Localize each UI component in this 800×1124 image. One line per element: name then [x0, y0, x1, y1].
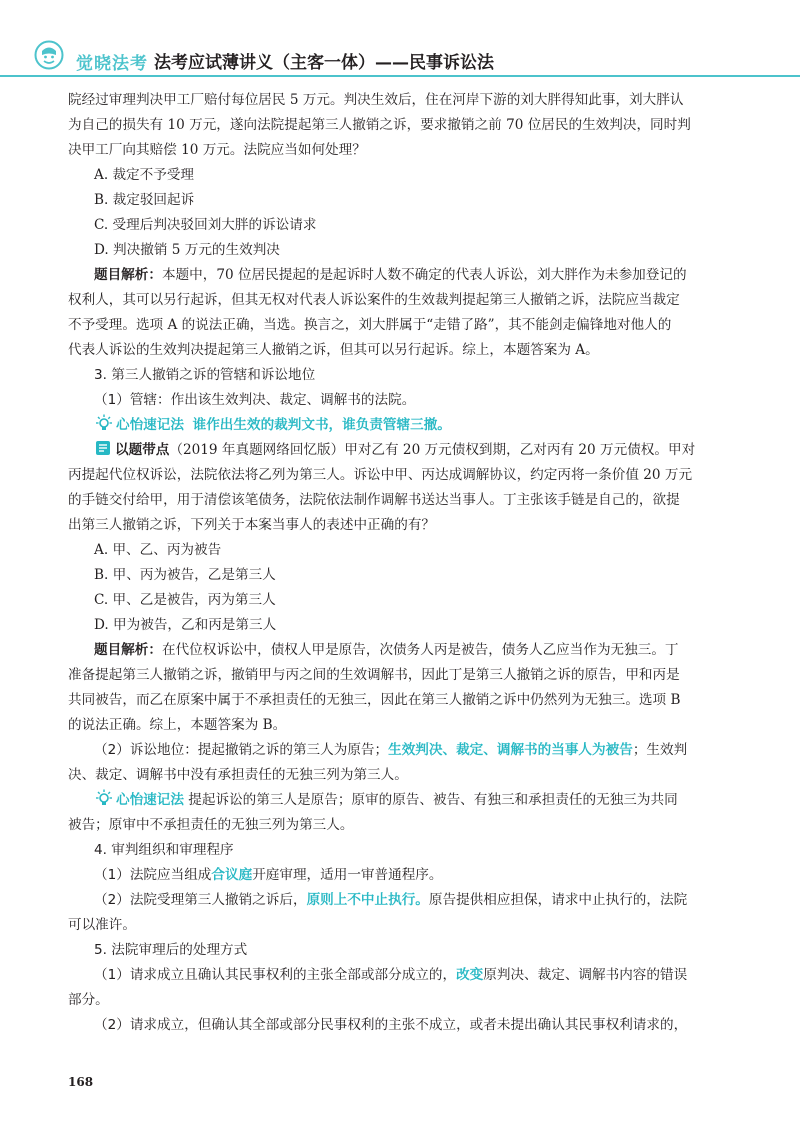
- s5-paragraph-1-line2: 部分。: [68, 992, 109, 1008]
- q1-analysis-line: 权利人，其可以另行起诉，但其无权对代表人诉讼案件的生效裁判提起第三人撤销之诉，法院应当裁定: [68, 292, 680, 308]
- q1-analysis-line: 不予受理。选项 A 的说法正确，当选。换言之，刘大胖属于“走错了路”，其不能剑走偏锋地对他人的: [68, 317, 672, 333]
- s5-paragraph-1: [68, 963, 730, 988]
- tip-text: 提起诉讼的第三人是原告；原审的原告、被告、有独三和承担责任的无独三为共同: [183, 792, 678, 808]
- s3-paragraph-2: [68, 738, 730, 763]
- q2-stem-line: 出第三人撤销之诉，下列关于本案当事人的表述中正确的有？: [68, 517, 436, 533]
- s3-paragraph-1: （1）管辖：作出该生效判决、裁定、调解书的法院。: [94, 392, 416, 408]
- q2-option-d: D. 甲为被告，乙和丙是第三人: [94, 617, 277, 633]
- analysis-label: 题目解析：: [94, 642, 162, 658]
- page-header: [0, 0, 800, 84]
- q1-stem-line: 院经过审理判决甲工厂赔付每位居民 5 万元。判决生效后，住在河岸下游的刘大胖得知此事，刘大胖认: [68, 92, 684, 108]
- tip-2-line2: 被告；原审中不承担责任的无独三列为第三人。: [68, 817, 354, 833]
- s4-p1-text: 开庭审理，适用一审普通程序。: [252, 867, 443, 883]
- section-4-heading: 4. 审判组织和审理程序: [94, 842, 234, 858]
- s3-paragraph-2-line2: 决、裁定、调解书中没有承担责任的无独三列为第三人。: [68, 767, 408, 783]
- analysis-label: 题目解析：: [94, 267, 162, 283]
- q1-option-b: B. 裁定驳回起诉: [94, 192, 195, 208]
- s4-p2-highlight: 原则上不中止执行。: [306, 892, 429, 908]
- q2-stem-text: （2019 年真题网络回忆版）甲对乙有 20 万元债权到期，乙对丙有 20 万元债权。甲对: [169, 442, 696, 458]
- q1-stem-line: 为自己的损失有 10 万元，遂向法院提起第三人撤销之诉，要求撤销之前 70 位居民的生效判决，同时判: [68, 117, 691, 133]
- s5-p1-highlight: 改变: [456, 967, 484, 983]
- s4-p2-text: （2）法院受理第三人撤销之诉后，: [94, 892, 307, 908]
- section-5-heading: 5. 法院审理后的处理方式: [94, 942, 248, 958]
- q1-analysis-line: 代表人诉讼的生效判决提起第三人撤销之诉，但其可以另行起诉。综上，本题答案为 A。: [68, 342, 599, 358]
- s3-p2-highlight: 生效判决、裁定、调解书的当事人为被告: [388, 742, 633, 758]
- lightbulb-icon: [94, 789, 114, 807]
- page-number: 168: [68, 1075, 94, 1089]
- q2-analysis-line: 准备提起第三人撤销之诉，撤销甲与丙之间的生效调解书，因此丁是第三人撤销之诉的原告，甲和丙是: [68, 667, 680, 683]
- tip-1: [68, 413, 730, 438]
- s5-p1-text: 原判决、裁定、调解书内容的错误: [483, 967, 688, 983]
- tip-2: [68, 788, 730, 813]
- analysis-text: 本题中，70 位居民提起的是起诉时人数不确定的代表人诉讼，刘大胖作为未参加登记的: [161, 267, 687, 283]
- section-3-heading: 3. 第三人撤销之诉的管辖和诉讼地位: [94, 367, 316, 383]
- q1-stem-line: 决甲工厂向其赔偿 10 万元。法院应当如何处理？: [68, 142, 366, 158]
- q1-option-a: A. 裁定不予受理: [94, 167, 195, 183]
- tip-label: 心怡速记法: [116, 792, 184, 808]
- s4-paragraph-2: [68, 888, 730, 913]
- tip-text: 谁作出生效的裁判文书，谁负责管辖三撤。: [192, 417, 451, 433]
- s5-paragraph-2: （2）请求成立，但确认其全部或部分民事权利的主张不成立，或者未提出确认其民事权利请求的，: [94, 1017, 688, 1033]
- s4-paragraph-1: [68, 863, 730, 888]
- q2-option-c: C. 甲、乙是被告，丙为第三人: [94, 592, 276, 608]
- s3-p2-text: （2）诉讼地位：提起撤销之诉的第三人为原告；: [94, 742, 389, 758]
- q2-analysis-line: 的说法正确。综上，本题答案为 B。: [68, 717, 287, 733]
- s4-p1-text: （1）法院应当组成: [94, 867, 212, 883]
- judge-logo-icon: [34, 40, 64, 70]
- analysis-text: 在代位权诉讼中，债权人甲是原告，次债务人丙是被告，债务人乙应当作为无独三。丁: [161, 642, 679, 658]
- q1-option-d: D. 判决撤销 5 万元的生效判决: [94, 242, 280, 258]
- document-icon: [94, 439, 112, 457]
- page-body: [68, 88, 730, 1038]
- s4-p2-text: 原告提供相应担保，请求中止执行的，法院: [428, 892, 688, 908]
- q2-stem-line: [68, 438, 730, 463]
- tip-label: 心怡速记法: [116, 417, 184, 433]
- header-title: 法考应试薄讲义（主客一体）——民事诉讼法: [154, 53, 494, 73]
- q2-label: 以题带点: [115, 442, 170, 458]
- q2-analysis-line: 共同被告，而乙在原案中属于不承担责任的无独三，因此在第三人撤销之诉中仍然列为无独三。选项 B: [68, 692, 681, 708]
- q2-analysis-line: [68, 638, 730, 663]
- q2-option-b: B. 甲、丙为被告，乙是第三人: [94, 567, 276, 583]
- brand-name: 觉晓法考: [76, 54, 148, 74]
- s5-p1-text: （1）请求成立且确认其民事权利的主张全部或部分成立的，: [94, 967, 457, 983]
- s3-p2-text: ；生效判: [632, 742, 688, 758]
- q2-stem-line: 丙提起代位权诉讼，法院依法将乙列为第三人。诉讼中甲、丙达成调解协议，约定丙将一条价值 20 万元: [68, 467, 693, 483]
- header-rule: [0, 75, 800, 77]
- q1-option-c: C. 受理后判决驳回刘大胖的诉讼请求: [94, 217, 317, 233]
- lightbulb-icon: [94, 414, 114, 432]
- s4-paragraph-2-line2: 可以准许。: [68, 917, 136, 933]
- q1-analysis-line: [68, 263, 730, 288]
- q2-option-a: A. 甲、乙、丙为被告: [94, 542, 222, 558]
- q2-stem-line: 的手链交付给甲，用于清偿该笔债务，法院依法制作调解书送达当事人。丁主张该手链是自己的，欲提: [68, 492, 680, 508]
- s4-p1-highlight: 合议庭: [211, 867, 253, 883]
